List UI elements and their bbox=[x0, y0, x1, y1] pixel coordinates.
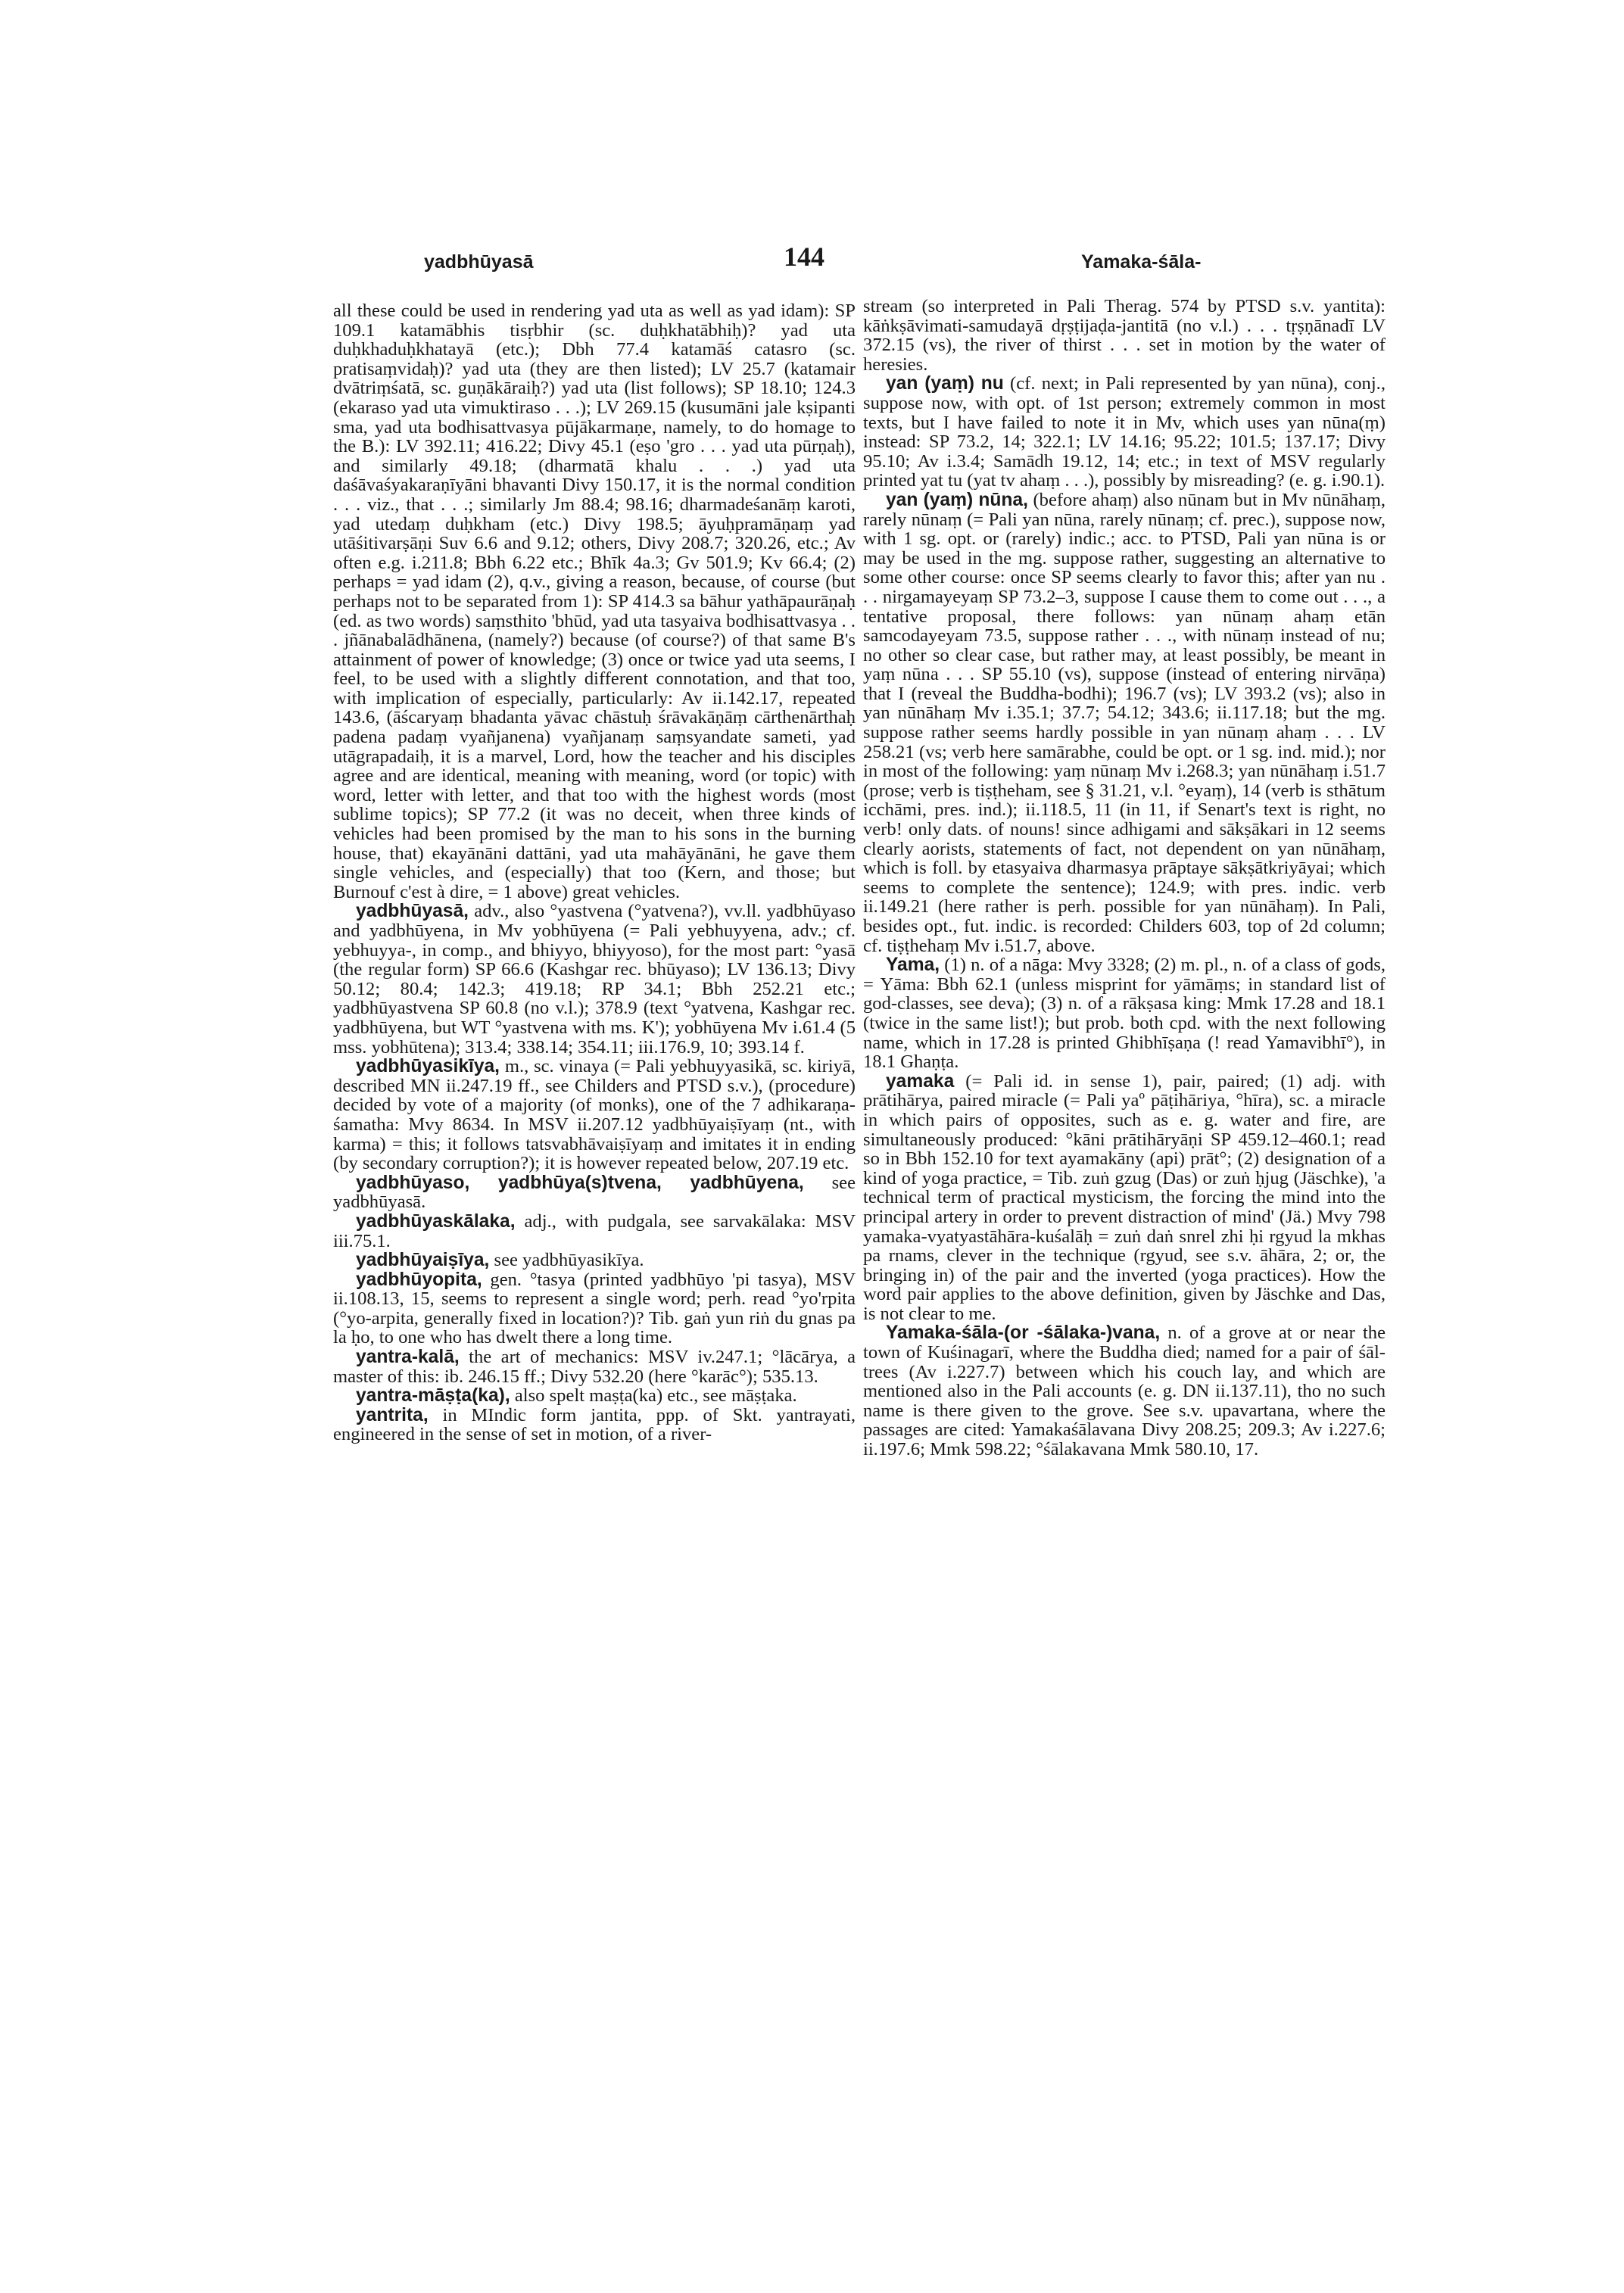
entry-text: gen. °tasya (printed yadbhūyo 'pi tasya), MSV ii.108.13, 15, seems to represent a single word; perh. read °yo'rpita (°yo-arpita, generally fixed in location?)? Tib. gaṅ yun riṅ du gnas pa la ḥo, to one who has dwelt there a long time. bbox=[333, 1269, 856, 1348]
entry-text: all these could be used in rendering yad uta as well as yad idam): SP 109.1 katamābhis tisṛbhir (sc. duḥkhatābhiḥ)? yad uta duḥkhaduḥkhatayā (etc.); Dbh 77.4 katamāś catasro (sc. pratisaṃvidaḥ)? yad uta (they are then listed); LV 25.7 (katamair dvātriṃśatā, sc. guṇākāraiḥ?) yad uta (list follows); SP 18.10; 124.3 (ekaraso yad uta vimuktiraso . . .); LV 269.15 (kusumāni jale kṣipanti sma, yad uta bodhisattvasya pūjākarmaṇe, namely, to do homage to the B.): LV 392.11; 416.22; Divy 45.1 (eṣo 'gro . . . yad uta pūrṇaḥ), and similarly 49.18; (dharmatā khalu . . .) yad uta daśāvaśyakaraṇīyāni bhavanti Divy 150.17, it is the normal condition . . . viz., that . . .; similarly Jm 88.4; 98.16; dharmadeśanāṃ karoti, yad utedaṃ duḥkham (etc.) Divy 198.5; āyuḥpramāṇaṃ yad utāśitivarṣāṇi Suv 6.6 and 9.12; others, Divy 208.7; 320.26, etc.; Av often e.g. i.211.8; Bbh 6.22 etc.; Bhīk 4a.3; Gv 501.9; Kv 66.4; (2) perhaps = yad idam (2), q.v., giving a reason, because, of course (but perhaps not to be separated from 1): SP 414.3 sa bāhur yathāpaurāṇaḥ (ed. as two words) saṃsthito 'bhūd, yad uta tasyaiva bodhisattvasya . . . jñānabalādhānena, (namely?) because (of course?) of that same B's attainment of power of knowledge; (3) once or twice yad uta seems, I feel, to be used with a slightly different connotation, and that too, with implication of especially, particularly: Av ii.142.17, repeated 143.6, (āścaryaṃ bhadanta yāvac chāstuḥ śrāvakāṇāṃ cārthenārthaḥ padena padaṃ vyañjanena) vyañjanaṃ saṃsyandate sameti, yad utāgrapadaiḥ, it is a marvel, Lord, how the teacher and his disciples agree and are identical, meaning with meaning, word (or topic) with word, letter with letter, and that too with the highest words (most sublime topics); SP 77.2 (it was no deceit, when three kinds of vehicles had been promised by the man to his sons in the burning house, that) ekayānāni dattāni, yad uta mahāyānāni, he gave them single vehicles, and (especially) that too (Kern, and those; but Burnouf c'est à dire, = 1 above) great vehicles. bbox=[333, 301, 856, 902]
dictionary-entry bbox=[863, 374, 1386, 491]
entry-headword: yadbhūyasā, bbox=[356, 901, 469, 922]
entry-text: (1) n. of a nāga: Mvy 3328; (2) m. pl., n. of a class of gods, = Yāma: Bbh 62.1 (unless misprint for yāmāṃs; in standard list of god-classes, see deva); (3) n. of a rākṣasa king: Mmk 17.28 and 18.1 (twice in the same list!); but prob. both cpd. with the next following name, which in 17.28 is printed Ghibhīṣaṇa (! read Yamavibhī°), in 18.1 Ghaṇṭa. bbox=[863, 955, 1386, 1073]
dictionary-entry bbox=[333, 902, 856, 1057]
left-column bbox=[333, 301, 856, 1444]
entry-headword: yadbhūyopita, bbox=[356, 1269, 482, 1290]
dictionary-entry bbox=[333, 1212, 856, 1251]
right-running-headword: Yamaka-śāla- bbox=[1081, 251, 1202, 273]
left-running-headword: yadbhūyasā bbox=[424, 251, 534, 273]
dictionary-entry bbox=[333, 1406, 856, 1444]
entry-text: in MIndic form jantita, ppp. of Skt. yantrayati, engineered in the sense of set in motion, of a river- bbox=[333, 1404, 856, 1445]
entry-continuation bbox=[863, 297, 1386, 374]
entry-text: also spelt maṣṭa(ka) etc., see māṣṭaka. bbox=[514, 1385, 797, 1407]
entry-text: the art of mechanics: MSV iv.247.1; °lācārya, a master of this: ib. 246.15 ff.; Divy 532.20 (here °karāc°); 535.13. bbox=[333, 1347, 856, 1387]
entry-text: adv., also °yastvena (°yatvena?), vv.ll. yadbhūyaso and yadbhūyena, in Mv yobhūyena (= Pali yebhuyyena, adv.; cf. yebhuyya-, in comp., and bhiyyo, bhiyyoso), for the most part: °yasā (the regular form) SP 66.6 (Kashgar rec. bhūyaso); LV 136.13; Divy 50.12; 80.4; 142.3; 419.18; RP 34.1; Bbh 252.21 etc.; yadbhūyastvena SP 60.8 (no v.l.); 378.9 (text °yatvena, Kashgar rec. yadbhūyena, but WT °yastvena with ms. K'); yobhūyena Mv i.61.4 (5 mss. yobhūtena); 313.4; 338.14; 354.11; iii.176.9, 10; 393.14 f. bbox=[333, 901, 856, 1058]
page-number: 144 bbox=[784, 241, 824, 272]
entry-continuation bbox=[333, 301, 856, 902]
entry-headword: yadbhūyaskālaka, bbox=[356, 1210, 516, 1232]
entry-text: (before ahaṃ) also nūnam but in Mv nūnāhaṃ, rarely nūnaṃ (= Pali yan nūna, rarely nūnaṃ; cf. prec.), suppose now, with 1 sg. opt. or (rarely) indic.; acc. to PTSD, Pali yan nūna is or may be used in the mg. suppose rather, suggesting an alternative to some other course: once SP seems clearly to favor this; after yan nu . . . nirgamayeyaṃ SP 73.2–3, suppose I cause them to come out . . ., a tentative proposal, there follows: yan nūnaṃ ahaṃ etān samcodayeyam 73.5, suppose rather . . ., with nūnaṃ instead of nu; no other so clear case, but rather may, at least possibly, be meant in yaṃ nūna . . . SP 55.10 (vs), suppose (instead of entering nirvāṇa) that I (reveal the Buddha-bodhi); 196.7 (vs); LV 393.2 (vs); also in yan nūnāhaṃ Mv i.35.1; 37.7; 54.12; 343.6; ii.117.18; but the mg. suppose rather seems hardly possible in yan nūnaṃ ahaṃ . . . LV 258.21 (vs; verb here samārabhe, could be opt. or 1 sg. ind. mid.); nor in most of the following: yaṃ nūnaṃ Mv i.268.3; yan nūnāhaṃ i.51.7 (prose; verb is tiṣṭheham, see § 31.21, v.l. °eyaṃ), 14 (verb is sthātum icchāmi, pres. ind.); ii.118.5, 11 (in 11, if Senart's text is right, no verb! only dats. of nouns! since adhigami and sākṣākari in 12 seems clearly aorists, statements of fact, not dependent on yan nūnāhaṃ, which is foll. by etasyaiva dharmasya prāptaye sākṣātkriyāyai; which seems to complete the sentence); 124.9; with pres. indic. verb ii.149.21 (here rather is perh. possible for yan nūnāhaṃ). In Pali, besides opt., fut. indic. is recorded: Childers 603, top of 2d column; cf. tiṣṭhehaṃ Mv i.51.7, above. bbox=[863, 489, 1386, 956]
dictionary-entry bbox=[863, 1072, 1386, 1324]
entry-text: n. of a grove at or near the town of Kuśinagarī, where the Buddha died; named for a pair of śāl-trees (Av i.227.7) between which his couch lay, and which are mentioned also in the Pali accounts (e. g. DN ii.137.11), tho no such name is there given to the grove. See s.v. upavartana, where the passages are cited: Yamakaśālavana Divy 208.25; 209.3; Av i.227.6; ii.197.6; Mmk 598.22; °śālakavana Mmk 580.10, 17. bbox=[863, 1323, 1386, 1460]
entry-headword: yamaka bbox=[886, 1070, 955, 1092]
entry-headword: yadbhūyaiṣīya, bbox=[356, 1250, 490, 1271]
running-header bbox=[0, 241, 1624, 286]
dictionary-entry bbox=[333, 1270, 856, 1347]
entry-headword: Yama, bbox=[886, 955, 940, 976]
right-column bbox=[863, 297, 1386, 1460]
entry-headword: yan (yaṃ) nūna, bbox=[886, 489, 1028, 510]
entry-headword: Yamaka-śāla-(or -śālaka-)vana, bbox=[886, 1323, 1161, 1344]
dictionary-entry bbox=[333, 1386, 856, 1406]
dictionary-entry bbox=[863, 491, 1386, 955]
dictionary-entry bbox=[333, 1057, 856, 1173]
entry-text: (= Pali id. in sense 1), pair, paired; (1) adj. with prātihārya, paired miracle (= Pali yaº pāṭihāriya, °hīra), sc. a miracle in which pairs of opposites, such as e. g. water and fire, are simultaneously produced: °kāni prātihāryāṇi SP 459.12–460.1; read so in Bbh 152.10 for text ayamakāny (api) prāt°; (2) designation of a kind of yoga practice, = Tib. zuṅ gzug (Das) or zuṅ ḥjug (Jäschke), 'a technical term of practical mysticism, the forcing the mind into the principal artery in order to prevent distraction of mind' (Jä.) Mvy 798 yamaka-vyatyastāhāra-kuśalāḥ = zuṅ daṅ snrel zhi ḥi rgyud la mkhas pa rnams, clever in the technique (rgyud, see s.v. āhāra, 2; or, the bringing in) of the pair and the inverted (yoga practices). How the word pair applies to the above definition, given by Jäschke and Das, is not clear to me. bbox=[863, 1070, 1386, 1324]
dictionary-entry bbox=[863, 955, 1386, 1072]
entry-text: adj., with pudgala, see sarvakālaka: MSV iii.75.1. bbox=[333, 1210, 856, 1251]
entry-headword: yadbhūyasikīya, bbox=[356, 1056, 500, 1077]
entry-headword: yantrita, bbox=[356, 1404, 429, 1425]
entry-headword: yantra-māṣṭa(ka), bbox=[356, 1385, 510, 1407]
entry-headword: yantra-kalā, bbox=[356, 1347, 460, 1368]
dictionary-entry bbox=[333, 1173, 856, 1212]
entry-text: stream (so interpreted in Pali Therag. 574 by PTSD s.v. yantita): kāṅkṣāvimati-samudayā dṛṣṭijaḍa-jantitā (no v.l.) . . . tṛṣṇānadī LV 372.15 (vs), the river of thirst . . . set in motion by the water of heresies. bbox=[863, 296, 1386, 375]
entry-text: (cf. next; in Pali represented by yan nūna), conj., suppose now, with opt. of 1st person; extremely common in most texts, but I have failed to note it in Mv, which uses yan nūna(ṃ) instead: SP 73.2, 14; 322.1; LV 14.16; 95.22; 101.5; 137.17; Divy 95.10; Av i.3.4; Samādh 19.12, 14; etc.; in text of MSV regularly printed yat tu (yat tv ahaṃ . . .), possibly by misreading? (e. g. i.90.1). bbox=[863, 373, 1386, 491]
entry-headword: yan (yaṃ) nu bbox=[886, 373, 1004, 394]
dictionary-entry bbox=[863, 1323, 1386, 1459]
entry-text: m., sc. vinaya (= Pali yebhuyyasikā, sc. kiriyā, described MN ii.247.19 ff., see Childers and PTSD s.v.), (procedure) decided by vote of a majority (of monks), one of the 7 adhikaraṇa-śamatha: Mvy 8634. In MSV ii.207.12 yadbhūyaiṣīyaṃ (nt., with karma) = this; it follows tatsvabhāvaiṣīyaṃ and imitates it in ending (by secondary corruption?); it is however repeated below, 207.19 etc. bbox=[333, 1056, 856, 1174]
dictionary-entry bbox=[333, 1251, 856, 1270]
dictionary-entry bbox=[333, 1347, 856, 1386]
entry-text: see yadbhūyasā. bbox=[333, 1172, 856, 1213]
entry-text: see yadbhūyasikīya. bbox=[494, 1250, 644, 1271]
entry-headword: yadbhūyaso, yadbhūya(s)tvena, yadbhūyena, bbox=[356, 1172, 804, 1193]
